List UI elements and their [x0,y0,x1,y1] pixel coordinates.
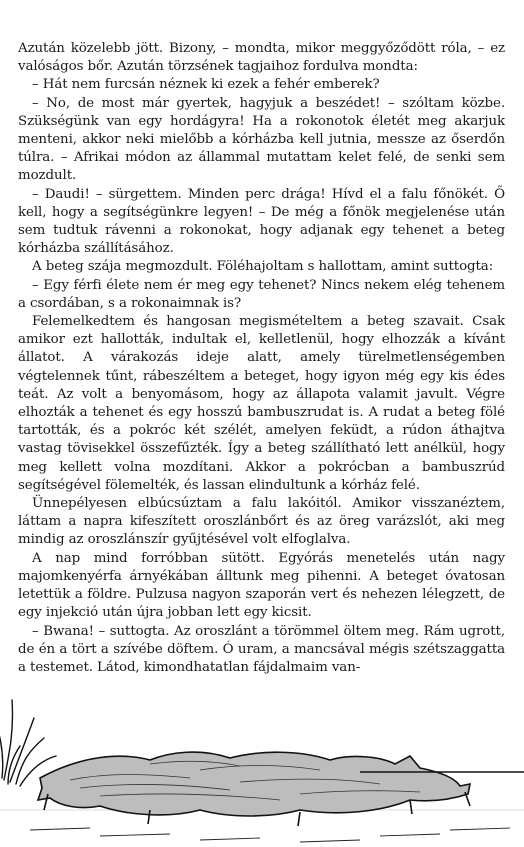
body-text [18,40,505,677]
paragraph: Felemelkedtem és hangosan megismételtem a beteg szavait. Csak amikor ezt hallották, indultak el, kelletlenül, hogy elhozzák a kívánt állatot. A várakozás ideje alatt, amely türelmetlenségemben végtelennek tűnt, rábeszéltem a beteget, hogy igyon még egy kis édes teát. Az volt a benyomásom, hogy az állapota valamit javult. Végre elhozták a tehenet és egy hosszú bambuszrudat is. A rudat a beteg fölé tartották, és a pokróc két szélét, amelyen feküdt, a rúdon áthajtva vastag tövisekkel összefűzték. Így a beteg szállítható lett anélkül, hogy meg kellett volna mozdítani. Akkor a pokrócban a bambuszrúd segítségével fölemelték, és lassan elindultunk a kórház felé. [18,314,505,493]
paragraph: – Hát nem furcsán néznek ki ezek a fehér emberek? [32,77,380,93]
grass-tuft [0,700,56,786]
paragraph: – Bwana! – suttogta. Az oroszlánt a törömmel öltem meg. Rám ugrott, de én a tört a szívébe döftem. Ó uram, a mancsával mégis szétszaggatta a testemet. Látod, kimondhatatlan fájdalmaim van- [18,623,505,675]
paragraph: A nap mind forróbban sütött. Egyórás menetelés után nagy majomkenyérfa árnyékában álltunk meg pihenni. A beteget óvatosan letettük a földre. Pulzusa nagyon szaporán vert és nehezen lélegzett, de egy injekció után újra jobban lett egy kicsit. [18,550,505,621]
paragraph: A beteg szája megmozdult. Föléhajoltam s hallottam, amint suttogta: [32,259,494,275]
paragraph: – No, de most már gyertek, hagyjuk a beszédet! – szóltam közbe. Szükségünk van egy hordágyra! Ha a rokonotok életét meg akarjuk menteni, akkor neki mielőbb a kórházba kell jutnia, messze az őserdőn túlra. – Afrikai módon az állammal mutattam kelet felé, de senki sem mozdult. [18,95,505,184]
paragraph: – Daudi! – sürgettem. Minden perc drága! Hívd el a falu főnökét. Ő kell, hogy a segítségünkre legyen! – De még a főnök megjelenése után sem tudtuk rávenni a rokonokat, hogy adjanak egy tehenet a beteg kórházba szállításához. [18,186,505,257]
paragraph: Ünnepélyesen elbúcsúztam a falu lakóitól. Amikor visszanéztem, láttam a napra kifeszített oroszlánbőrt és az öreg varázslót, aki meg mindig az oroszlánszír gyűjtésével volt elfoglalva. [18,496,505,548]
paragraph: Azután közelebb jött. Bizony, – mondta, mikor meggyőződött róla, – ez valóságos bőr. Azután törzsének tagjaihoz fordulva mondta: [18,41,505,75]
lion-hide-illustration [0,660,524,847]
hide-shape [38,752,470,816]
paragraph: – Egy férfi élete nem ér meg egy tehenet? Nincs nekem elég tehenem a csordában, s a rokonaimnak is? [18,277,505,311]
